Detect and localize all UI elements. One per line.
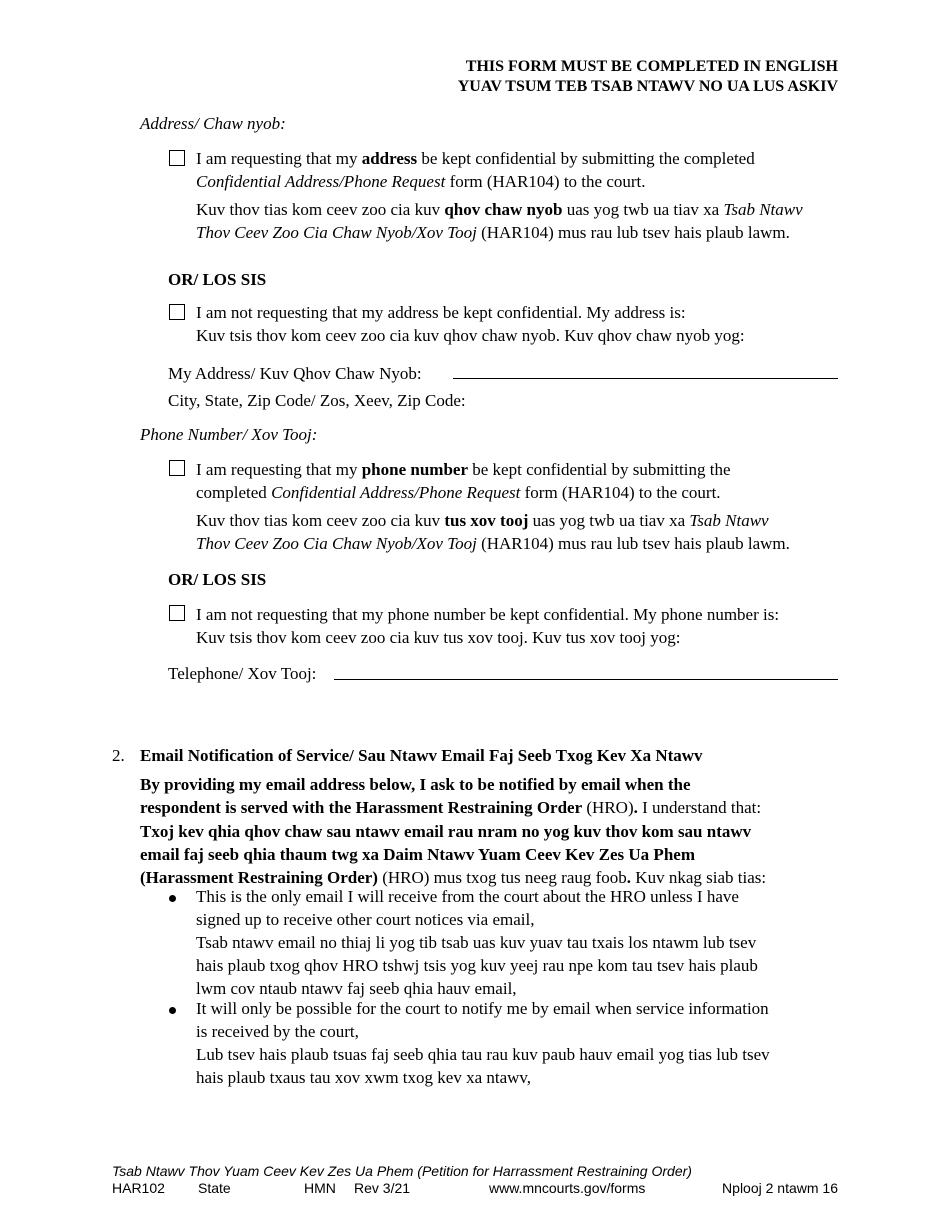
phone-heading: Phone Number/ Xov Tooj: [140,425,318,444]
phone-confidential-option-english: I am requesting that my phone number be kept confidential by submitting the completed Confidential Address/Phone Request form (HAR104) to the court. [196,460,731,502]
address-heading: Address/ Chaw nyob: [140,114,286,133]
footer-page-number: Nplooj 2 ntawm 16 [722,1180,838,1196]
bullet-2-hmong: Lub tsev hais plaub tsuas faj seeb qhia tau rau kuv paub hauv email yog tias lub tsev hais plaub txaus tau xov xwm txog kev xa ntawv, [196,1045,770,1087]
footer-jurisdiction: State [198,1180,231,1196]
footer-form-code: HAR102 [112,1180,165,1196]
phone-not-confidential-checkbox[interactable] [169,605,185,621]
bullet-1-hmong: Tsab ntawv email no thiaj li yog tib tsab uas kuv yuav tau txais los ntawm lub tsev hais plaub txog qhov HRO tshwj tsis yog kuv yeej rau npe kom tau tsev hais plaub lwm cov ntaub ntawv faj seeb qhia hauv email, [196,933,758,998]
footer-url-link[interactable]: www.mncourts.gov/forms [489,1180,646,1196]
telephone-label: Telephone/ Xov Tooj: [168,664,317,683]
city-state-zip-label: City, State, Zip Code/ Zos, Xeev, Zip Code: [168,391,466,410]
my-address-label: My Address/ Kuv Qhov Chaw Nyob: [168,364,422,383]
phone-or-label: OR/ LOS SIS [168,570,267,589]
section-2-title: Email Notification of Service/ Sau Ntawv Email Faj Seeb Txog Kev Xa Ntawv [140,746,703,765]
my-address-input[interactable] [453,378,838,379]
address-not-confidential-option: I am not requesting that my address be kept confidential. My address is: Kuv tsis thov kom ceev zoo cia kuv qhov chaw nyob. Kuv qhov chaw nyob yog: [196,303,745,345]
address-confidential-option-hmong: Kuv thov tias kom ceev zoo cia kuv qhov chaw nyob uas yog twb ua tiav xa Tsab Ntawv Thov Ceev Zoo Cia Chaw Nyob/Xov Tooj (HAR104) mus rau lub tsev hais plaub lawm. [196,200,803,242]
address-confidential-checkbox[interactable] [169,150,185,166]
address-not-confidential-checkbox[interactable] [169,304,185,320]
footer-language: HMN [304,1180,336,1196]
bullet-icon [168,886,178,896]
header-english-notice: THIS FORM MUST BE COMPLETED IN ENGLISH [465,58,838,75]
bullet-icon [168,998,178,1008]
phone-confidential-checkbox[interactable] [169,460,185,476]
address-or-label: OR/ LOS SIS [168,270,267,289]
footer-form-title: Tsab Ntawv Thov Yuam Ceev Kev Zes Ua Phem (Petition for Harrassment Restraining Order) [112,1163,692,1179]
bullet-1-english: This is the only email I will receive from the court about the HRO unless I have signed up to receive other court notices via email, [196,887,739,929]
bullet-2-english: It will only be possible for the court to notify me by email when service information is received by the court, [196,999,769,1041]
address-confidential-option-english: I am requesting that my address be kept confidential by submitting the completed Confidential Address/Phone Request form (HAR104) to the court. [196,149,755,191]
section-2-number: 2. [112,746,125,765]
city-state-zip-input[interactable] [500,389,830,411]
email-consent-hmong: Txoj kev qhia qhov chaw sau ntawv email rau nram no yog kuv thov kom sau ntawv email faj seeb qhia thaum twg xa Daim Ntawv Yuam Ceev Kev Zes Ua Phem (Harassment Restraining Order) (HRO) mus txog tus neeg raug foob. Kuv nkag siab tias: [140,822,767,887]
phone-confidential-option-hmong: Kuv thov tias kom ceev zoo cia kuv tus xov tooj uas yog twb ua tiav xa Tsab Ntawv Thov Ceev Zoo Cia Chaw Nyob/Xov Tooj (HAR104) mus rau lub tsev hais plaub lawm. [196,511,790,553]
email-consent-english: By providing my email address below, I ask to be notified by email when the respondent is served with the Harassment Restraining Order (HRO). I understand that: [140,775,762,817]
telephone-input[interactable] [334,679,838,680]
phone-not-confidential-option: I am not requesting that my phone number be kept confidential. My phone number is: Kuv tsis thov kom ceev zoo cia kuv tus xov tooj. Kuv tus xov tooj yog: [196,605,780,647]
header-hmong-notice: YUAV TSUM TEB TSAB NTAWV NO UA LUS ASKIV [457,78,838,95]
footer-revision: Rev 3/21 [354,1180,411,1196]
